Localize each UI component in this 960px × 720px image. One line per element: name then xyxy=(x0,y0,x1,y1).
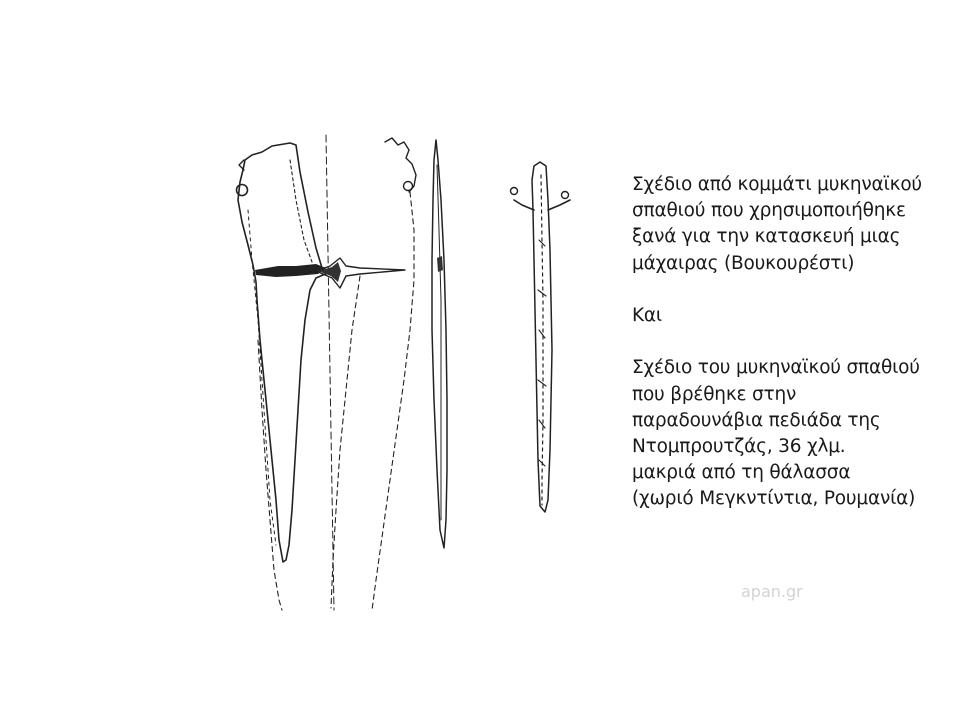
blade-rivet xyxy=(404,182,413,191)
caption-p2-line-2: που βρέθηκε στην xyxy=(632,383,797,405)
caption-p2-line-1: Σχέδιο του μυκηναϊκού σπαθιού xyxy=(632,357,920,379)
caption-p1-line-2: σπαθιού που χρησιμοποιήθηκε xyxy=(632,200,906,222)
center-axis xyxy=(326,135,334,610)
blade-right-edge xyxy=(372,192,414,610)
medgidia-sword-drawing xyxy=(511,162,571,512)
caption-p2-line-4: Ντομπρουτζάς, 36 χλμ. xyxy=(632,436,846,457)
sword-midrib xyxy=(541,175,543,505)
caption-p2-line-6: (χωριό Μεγκντίντια, Ρουμανία) xyxy=(632,488,916,510)
sword-outline xyxy=(532,162,552,512)
rivet-hole xyxy=(237,185,248,196)
caption-p2-line-5: μακριά από τη θάλασσα xyxy=(632,462,851,484)
hilt-right-knob xyxy=(562,192,569,199)
caption-p2-line-3: παραδουνάβια πεδιάδα της xyxy=(632,409,881,431)
fragment-section-band xyxy=(255,264,326,277)
watermark: apan.gr xyxy=(741,582,803,601)
caption-gap xyxy=(632,329,952,355)
profile-hatch xyxy=(437,256,443,272)
caption-p1-line-3: ξανά για την κατασκευή μιας xyxy=(632,226,901,248)
hilt-left-knob xyxy=(511,188,518,195)
sword-fragment-drawing xyxy=(237,143,331,610)
fragment-inner-edge xyxy=(248,210,276,545)
blade-section-drawing xyxy=(316,135,416,610)
sword-profile-drawing xyxy=(432,140,447,548)
caption xyxy=(632,172,952,513)
caption-connector: Και xyxy=(632,305,662,326)
caption-p1-line-4: μάχαιρας (Βουκουρέστι) xyxy=(632,252,855,274)
fragment-outline xyxy=(238,143,330,562)
caption-gap xyxy=(632,277,952,303)
profile-outline xyxy=(432,140,447,548)
caption-p1-line-1: Σχέδιο από κομμάτι μυκηναϊκού xyxy=(632,174,922,195)
blade-left-edge xyxy=(331,276,360,608)
